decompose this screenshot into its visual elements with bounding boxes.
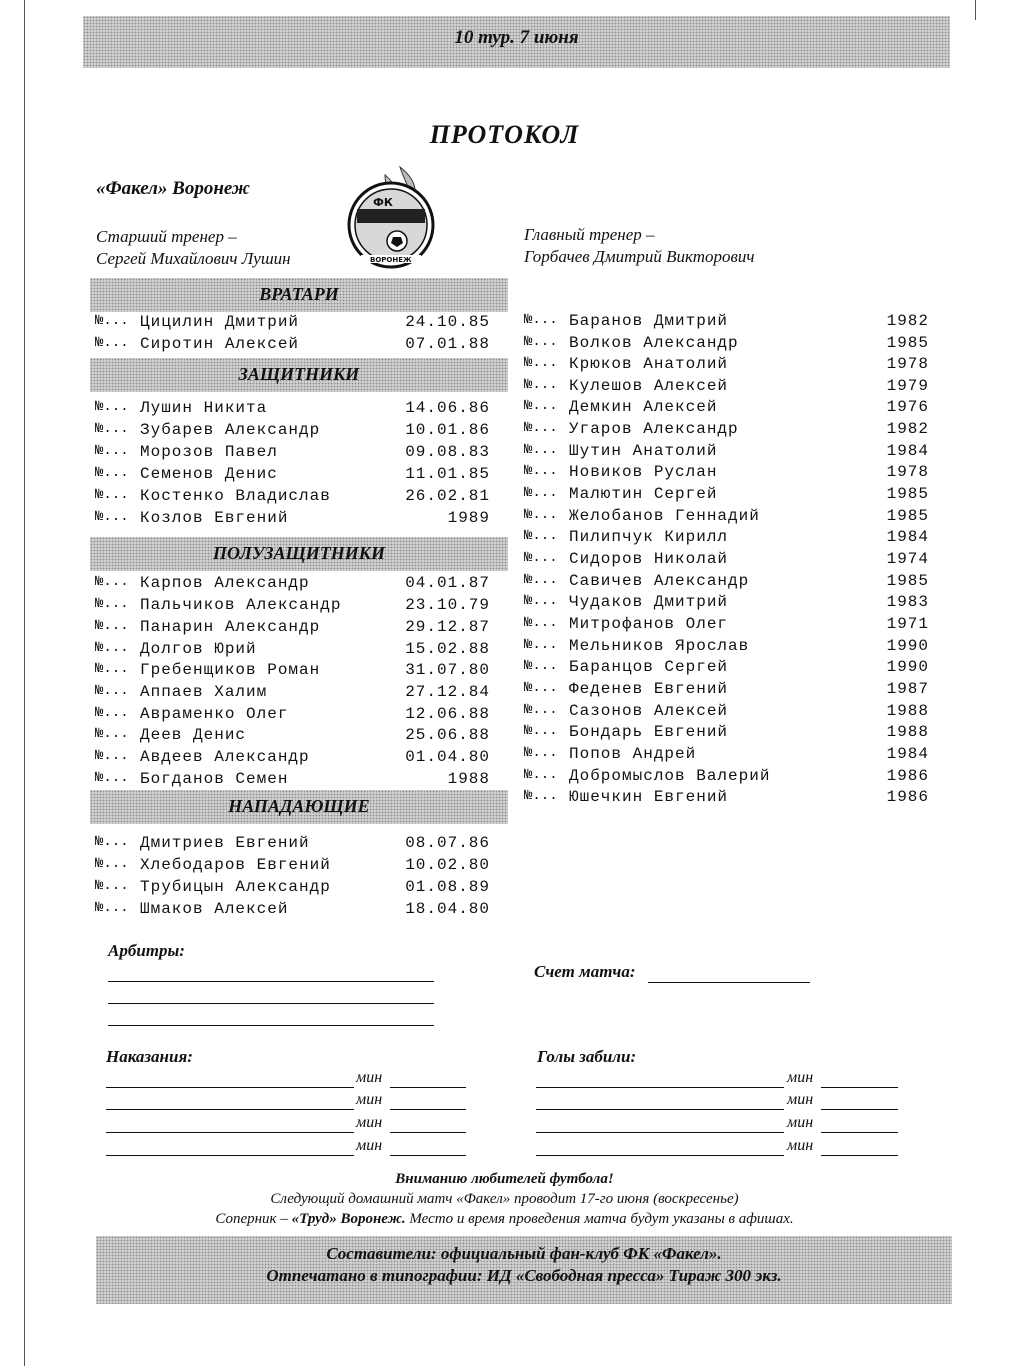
- away-coach-role: Главный тренер –: [524, 225, 655, 244]
- footer-printing: Отпечатано в типографии: ИД «Свободная пресса» Тираж 300 экз.: [266, 1266, 782, 1285]
- away-player-row: [524, 745, 929, 767]
- number-placeholder: №...: [95, 726, 129, 742]
- number-placeholder: №...: [524, 680, 558, 696]
- player-dob: 08.07.86: [405, 834, 490, 852]
- penalty-min-line[interactable]: [390, 1087, 466, 1088]
- number-placeholder: №...: [524, 593, 558, 609]
- min-label: мин: [356, 1069, 383, 1086]
- club-logo-icon: [345, 165, 440, 270]
- score-label: Счет матча:: [534, 962, 636, 981]
- player-name: Кулешов Алексей: [569, 377, 729, 395]
- number-placeholder: №...: [524, 420, 558, 436]
- player-dob: 1989: [447, 509, 490, 527]
- away-player-row: [524, 572, 929, 594]
- number-placeholder: №...: [524, 398, 558, 414]
- player-dob: 14.06.86: [405, 399, 490, 417]
- home-defender-row: [95, 443, 490, 465]
- min-label: мин: [356, 1137, 383, 1154]
- player-year: 1982: [886, 312, 929, 330]
- player-name: Сиротин Алексей: [140, 335, 300, 353]
- player-year: 1985: [886, 485, 929, 503]
- penalty-min-line[interactable]: [390, 1109, 466, 1110]
- player-name: Долгов Юрий: [140, 640, 257, 658]
- player-year: 1985: [886, 334, 929, 352]
- referee-line[interactable]: [108, 1003, 434, 1004]
- home-team-name: «Факел» Воронеж: [96, 178, 250, 199]
- notice-next-match: Следующий домашний матч «Факел» проводит 17-го июня (воскресенье): [270, 1191, 739, 1207]
- number-placeholder: №...: [95, 443, 129, 459]
- number-placeholder: №...: [524, 788, 558, 804]
- notice-opponent-prefix: Соперник –: [215, 1211, 292, 1227]
- player-year: 1979: [886, 377, 929, 395]
- home-defender-row: [95, 487, 490, 509]
- section-defenders: [90, 358, 508, 392]
- home-midfielder-row: [95, 705, 490, 727]
- player-dob: 09.08.83: [405, 443, 490, 461]
- player-year: 1983: [886, 593, 929, 611]
- player-year: 1984: [886, 442, 929, 460]
- player-name: Богданов Семен: [140, 770, 289, 788]
- number-placeholder: №...: [95, 640, 129, 656]
- player-dob: 29.12.87: [405, 618, 490, 636]
- player-name: Баранов Дмитрий: [569, 312, 729, 330]
- away-player-row: [524, 528, 929, 550]
- player-dob: 12.06.88: [405, 705, 490, 723]
- player-name: Сидоров Николай: [569, 550, 729, 568]
- away-player-row: [524, 507, 929, 529]
- player-dob: 23.10.79: [405, 596, 490, 614]
- home-midfielder-row: [95, 726, 490, 748]
- min-label: мин: [356, 1091, 383, 1108]
- player-year: 1990: [886, 658, 929, 676]
- home-defender-row: [95, 399, 490, 421]
- player-name: Зубарев Александр: [140, 421, 321, 439]
- number-placeholder: №...: [524, 572, 558, 588]
- player-name: Добромыслов Валерий: [569, 767, 771, 785]
- score-line[interactable]: [648, 982, 810, 983]
- player-year: 1984: [886, 745, 929, 763]
- notice-heading: Вниманию любителей футбола!: [395, 1171, 614, 1187]
- home-midfielder-row: [95, 683, 490, 705]
- logo-city-text: ВОРОНЕЖ: [370, 256, 412, 264]
- player-year: 1985: [886, 572, 929, 590]
- player-year: 1986: [886, 767, 929, 785]
- away-player-row: [524, 767, 929, 789]
- home-coach: [96, 226, 291, 270]
- min-label: мин: [787, 1069, 814, 1086]
- player-name: Юшечкин Евгений: [569, 788, 729, 806]
- away-player-row: [524, 355, 929, 377]
- player-name: Панарин Александр: [140, 618, 321, 636]
- section-goalkeepers: [90, 278, 508, 312]
- number-placeholder: №...: [524, 334, 558, 350]
- number-placeholder: №...: [524, 767, 558, 783]
- section-midfielders: [90, 537, 508, 571]
- player-name: Авраменко Олег: [140, 705, 289, 723]
- page-edge-left: [24, 0, 25, 1366]
- home-coach-role: Старший тренер –: [96, 227, 237, 246]
- player-name: Крюков Анатолий: [569, 355, 729, 373]
- notice-opponent-suffix: Место и время проведения матча будут указаны в афишах.: [405, 1211, 794, 1227]
- away-coach: [524, 224, 754, 268]
- player-name: Бондарь Евгений: [569, 723, 729, 741]
- home-midfielder-row: [95, 618, 490, 640]
- player-dob: 04.01.87: [405, 574, 490, 592]
- player-name: Шмаков Алексей: [140, 900, 289, 918]
- number-placeholder: №...: [95, 900, 129, 916]
- number-placeholder: №...: [95, 487, 129, 503]
- player-name: Малютин Сергей: [569, 485, 718, 503]
- away-player-row: [524, 788, 929, 810]
- player-dob: 1988: [447, 770, 490, 788]
- away-coach-name: Горбачев Дмитрий Викторович: [524, 247, 755, 266]
- number-placeholder: №...: [524, 485, 558, 501]
- away-player-row: [524, 485, 929, 507]
- player-year: 1978: [886, 463, 929, 481]
- number-placeholder: №...: [95, 878, 129, 894]
- penalty-min-line[interactable]: [390, 1155, 466, 1156]
- player-year: 1982: [886, 420, 929, 438]
- home-defender-row: [95, 509, 490, 531]
- min-label: мин: [787, 1114, 814, 1131]
- player-dob: 18.04.80: [405, 900, 490, 918]
- home-forward-row: [95, 900, 490, 922]
- player-name: Цицилин Дмитрий: [140, 313, 300, 331]
- player-year: 1974: [886, 550, 929, 568]
- penalty-line[interactable]: [106, 1087, 354, 1088]
- referee-line[interactable]: [108, 981, 434, 982]
- player-dob: 31.07.80: [405, 661, 490, 679]
- penalty-min-line[interactable]: [390, 1132, 466, 1133]
- number-placeholder: №...: [95, 313, 129, 329]
- player-dob: 10.02.80: [405, 856, 490, 874]
- goal-line[interactable]: [536, 1087, 784, 1088]
- player-dob: 15.02.88: [405, 640, 490, 658]
- player-name: Мельников Ярослав: [569, 637, 750, 655]
- player-dob: 24.10.85: [405, 313, 490, 331]
- number-placeholder: №...: [524, 507, 558, 523]
- away-player-row: [524, 334, 929, 356]
- penalties-label: Наказания:: [106, 1047, 193, 1066]
- away-player-row: [524, 702, 929, 724]
- home-defender-row: [95, 421, 490, 443]
- page-title: ПРОТОКОЛ: [429, 120, 580, 149]
- number-placeholder: №...: [95, 834, 129, 850]
- player-year: 1978: [886, 355, 929, 373]
- home-midfielder-row: [95, 661, 490, 683]
- home-midfielder-row: [95, 574, 490, 596]
- player-name: Митрофанов Олег: [569, 615, 729, 633]
- player-year: 1984: [886, 528, 929, 546]
- number-placeholder: №...: [524, 702, 558, 718]
- number-placeholder: №...: [95, 509, 129, 525]
- player-name: Трубицын Александр: [140, 878, 331, 896]
- player-year: 1990: [886, 637, 929, 655]
- away-player-row: [524, 550, 929, 572]
- number-placeholder: №...: [95, 596, 129, 612]
- section-midfielders-title: ПОЛУЗАЩИТНИКИ: [212, 543, 386, 563]
- player-year: 1986: [886, 788, 929, 806]
- player-year: 1987: [886, 680, 929, 698]
- number-placeholder: №...: [95, 661, 129, 677]
- player-name: Дмитриев Евгений: [140, 834, 310, 852]
- number-placeholder: №...: [524, 550, 558, 566]
- section-forwards-title: НАПАДАЮЩИЕ: [228, 796, 370, 816]
- away-player-row: [524, 615, 929, 637]
- home-forward-row: [95, 856, 490, 878]
- number-placeholder: №...: [95, 770, 129, 786]
- player-name: Лушин Никита: [140, 399, 268, 417]
- number-placeholder: №...: [524, 723, 558, 739]
- player-name: Волков Александр: [569, 334, 739, 352]
- number-placeholder: №...: [95, 574, 129, 590]
- referees-label: Арбитры:: [108, 941, 185, 960]
- player-dob: 10.01.86: [405, 421, 490, 439]
- number-placeholder: №...: [95, 856, 129, 872]
- player-name: Гребенщиков Роман: [140, 661, 321, 679]
- away-player-row: [524, 637, 929, 659]
- player-name: Пилипчук Кирилл: [569, 528, 729, 546]
- number-placeholder: №...: [524, 615, 558, 631]
- away-player-row: [524, 593, 929, 615]
- home-coach-name: Сергей Михайлович Лушин: [96, 249, 291, 268]
- player-dob: 11.01.85: [405, 465, 490, 483]
- section-goalkeepers-title: ВРАТАРИ: [259, 284, 339, 304]
- number-placeholder: №...: [95, 399, 129, 415]
- goal-min-line[interactable]: [821, 1109, 898, 1110]
- number-placeholder: №...: [524, 463, 558, 479]
- notice-opponent: [0, 1211, 1009, 1228]
- player-name: Семенов Денис: [140, 465, 278, 483]
- penalty-line[interactable]: [106, 1109, 354, 1110]
- page-edge-right: [975, 0, 976, 20]
- player-year: 1976: [886, 398, 929, 416]
- player-year: 1988: [886, 702, 929, 720]
- number-placeholder: №...: [95, 748, 129, 764]
- away-player-row: [524, 398, 929, 420]
- player-year: 1988: [886, 723, 929, 741]
- player-dob: 26.02.81: [405, 487, 490, 505]
- away-player-row: [524, 680, 929, 702]
- away-player-row: [524, 312, 929, 334]
- number-placeholder: №...: [95, 683, 129, 699]
- home-goalkeeper-row: [95, 313, 490, 335]
- away-player-row: [524, 420, 929, 442]
- number-placeholder: №...: [95, 465, 129, 481]
- number-placeholder: №...: [95, 705, 129, 721]
- goal-line[interactable]: [536, 1132, 784, 1133]
- player-name: Демкин Алексей: [569, 398, 718, 416]
- player-name: Морозов Павел: [140, 443, 278, 461]
- min-label: мин: [787, 1091, 814, 1108]
- logo-fk-text: ФК: [373, 196, 393, 209]
- number-placeholder: №...: [524, 312, 558, 328]
- referee-line[interactable]: [108, 1025, 434, 1026]
- player-name: Феденев Евгений: [569, 680, 729, 698]
- player-name: Чудаков Дмитрий: [569, 593, 729, 611]
- number-placeholder: №...: [524, 637, 558, 653]
- player-dob: 07.01.88: [405, 335, 490, 353]
- player-name: Баранцов Сергей: [569, 658, 729, 676]
- player-name: Желобанов Геннадий: [569, 507, 760, 525]
- section-defenders-title: ЗАЩИТНИКИ: [238, 364, 360, 384]
- player-name: Карпов Александр: [140, 574, 310, 592]
- player-name: Пальчиков Александр: [140, 596, 342, 614]
- player-name: Угаров Александр: [569, 420, 739, 438]
- player-name: Попов Андрей: [569, 745, 697, 763]
- number-placeholder: №...: [95, 618, 129, 634]
- away-player-row: [524, 723, 929, 745]
- goal-min-line[interactable]: [821, 1087, 898, 1088]
- player-dob: 25.06.88: [405, 726, 490, 744]
- penalty-line[interactable]: [106, 1132, 354, 1133]
- goal-min-line[interactable]: [821, 1155, 898, 1156]
- section-forwards: [90, 790, 508, 824]
- player-year: 1971: [886, 615, 929, 633]
- number-placeholder: №...: [524, 745, 558, 761]
- away-player-row: [524, 442, 929, 464]
- player-dob: 01.04.80: [405, 748, 490, 766]
- number-placeholder: №...: [524, 442, 558, 458]
- player-name: Хлебодаров Евгений: [140, 856, 331, 874]
- home-defender-row: [95, 465, 490, 487]
- home-midfielder-row: [95, 770, 490, 792]
- home-forward-row: [95, 878, 490, 900]
- player-name: Шутин Анатолий: [569, 442, 718, 460]
- home-forward-row: [95, 834, 490, 856]
- goals-label: Голы забили:: [537, 1047, 637, 1066]
- footer-band: [96, 1236, 952, 1304]
- player-name: Козлов Евгений: [140, 509, 289, 527]
- goal-line[interactable]: [536, 1155, 784, 1156]
- player-name: Савичев Александр: [569, 572, 750, 590]
- player-name: Авдеев Александр: [140, 748, 310, 766]
- footer-compilers: Составители: официальный фан-клуб ФК «Факел».: [326, 1244, 722, 1263]
- round-date: 10 тур. 7 июня: [454, 27, 579, 48]
- away-player-row: [524, 658, 929, 680]
- player-name: Новиков Руслан: [569, 463, 718, 481]
- home-goalkeeper-row: [95, 335, 490, 357]
- player-dob: 27.12.84: [405, 683, 490, 701]
- goal-min-line[interactable]: [821, 1132, 898, 1133]
- player-name: Сазонов Алексей: [569, 702, 729, 720]
- away-player-row: [524, 463, 929, 485]
- number-placeholder: №...: [524, 355, 558, 371]
- number-placeholder: №...: [524, 377, 558, 393]
- player-dob: 01.08.89: [405, 878, 490, 896]
- away-player-row: [524, 377, 929, 399]
- header-band: [83, 16, 950, 68]
- number-placeholder: №...: [95, 421, 129, 437]
- home-midfielder-row: [95, 596, 490, 618]
- number-placeholder: №...: [95, 335, 129, 351]
- player-name: Аппаев Халим: [140, 683, 268, 701]
- number-placeholder: №...: [524, 528, 558, 544]
- player-year: 1985: [886, 507, 929, 525]
- player-name: Костенко Владислав: [140, 487, 331, 505]
- player-name: Деев Денис: [140, 726, 247, 744]
- goal-line[interactable]: [536, 1109, 784, 1110]
- penalty-line[interactable]: [106, 1155, 354, 1156]
- min-label: мин: [356, 1114, 383, 1131]
- number-placeholder: №...: [524, 658, 558, 674]
- home-midfielder-row: [95, 640, 490, 662]
- min-label: мин: [787, 1137, 814, 1154]
- notice-opponent-team: «Труд» Воронеж.: [291, 1211, 406, 1227]
- home-midfielder-row: [95, 748, 490, 770]
